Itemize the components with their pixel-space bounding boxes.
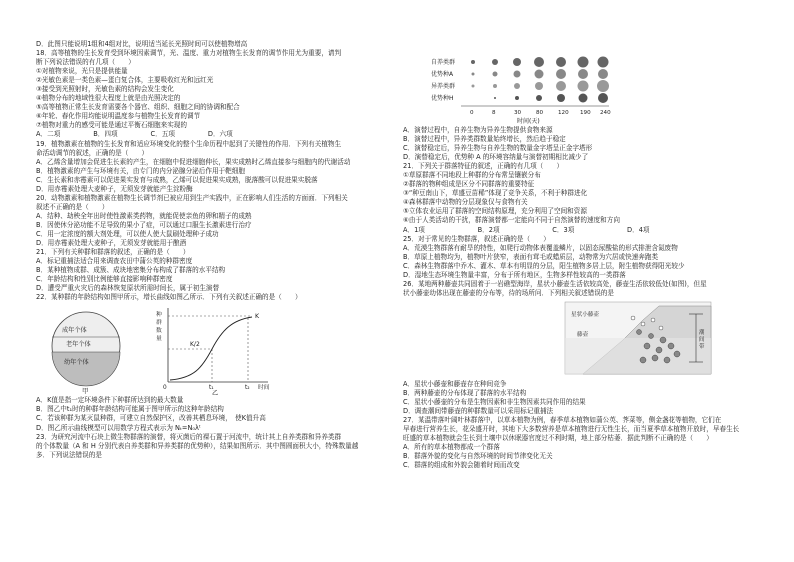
text-line: B．因使休分泌功能不足导致的果小了症，可以通过口服生长激素进行治疗	[36, 220, 252, 229]
barnacle-dot	[664, 357, 670, 363]
bubble	[493, 84, 497, 88]
text-line: 的个体数量（A 和 H 分别代表自养类群和异养类群的优势种），结果如图所示．其中图圆面积大小，特殊数量越	[36, 441, 359, 450]
text-line: C．生长素和赤霉素可以促进果实发育与成熟，乙烯可以促进果实成熟，脱落酸可以促进果实脱落	[36, 175, 318, 184]
text-line: A．结种、劫秧全年出时使性激素类药物，就能促使亲鱼的卵和精子的成熟	[36, 211, 252, 220]
text-line: A．标记重捕法适合用来调查农田中蒲公英的种群密度	[36, 257, 193, 266]
figure-yi	[154, 304, 274, 396]
text-line: B．草原上植物均为，植物叶片狭窄，表面有茸毛或蜡质层，动物常为穴居或快速奔跑类	[403, 252, 659, 261]
label-zone-1: 潮	[699, 329, 705, 336]
text-line: 26．某地两种藤壶共同固着于一岩礁型海岸，星状小藤壶生活依较高处，藤壶生活依较低处(如图)，但星	[403, 279, 707, 288]
bubble-tick-label: 240	[600, 110, 611, 116]
text-line: C．星状小藤壶的分布是生物因素和非生物因素共同作用的结果	[403, 397, 586, 406]
young-section	[52, 352, 120, 386]
bubble	[535, 70, 544, 79]
right-text-block-a	[403, 126, 775, 298]
text-line: A．K值是指一定环境条件下种群所达到的最大数量	[36, 396, 184, 405]
right-text-block-b	[403, 380, 775, 470]
bubble	[515, 96, 519, 100]
barnacle-dot	[649, 333, 654, 338]
label-zone-3: 带	[699, 343, 705, 350]
text-line: ④森林群落中动物的分层现象仅与食物有关	[403, 198, 528, 207]
text-line: ②群落的物种组成是区分不同群落的重要特征	[403, 180, 535, 189]
bubble	[598, 93, 608, 103]
text-line: D．湿地生态环境生物量丰富，分布于所有地区，生物多样性较高的一类群落	[403, 270, 626, 279]
bubble	[534, 57, 544, 67]
text-line: B．群落外貌的变化与自然环境的时间节律变化无关	[403, 452, 553, 461]
bubble-chart	[431, 54, 611, 126]
t2-label: t₂	[245, 385, 250, 392]
text-line: 叙述不正确的是（ ）	[36, 202, 109, 211]
text-line: A．1项 B．2项 C．3项 D．4项	[403, 225, 650, 234]
text-line: 状小藤壶幼体出现在藤壶的分布等，待的场所问．下列相关叙述错误的是	[403, 288, 614, 297]
text-line: B．两种藤壶的分布体现了群落的水平结构	[403, 388, 527, 397]
barnacle-dot	[631, 316, 635, 320]
k-label: K	[255, 313, 260, 321]
text-line: C．演替稳定后，异养生物与自养生物的数量金字塔呈正金字塔形	[403, 144, 593, 153]
label-zone-2: 间	[699, 336, 705, 343]
left-column	[36, 40, 396, 460]
text-line: C．若该种群为某灭鼠种群，可建立自然保护区，改善其栖息环境， 使K值升高	[36, 414, 266, 423]
text-line: D．图乙所示曲线模型可以用数学方程式表示为 Nₜ=N₀λᵗ	[36, 423, 201, 432]
bubble	[598, 57, 609, 68]
text-line: ①草原群落不同地段上种群的分布常呈镶嵌分布	[403, 171, 541, 180]
label-barnacle: 藤壶	[577, 331, 589, 338]
row-label-3: 优势种H	[431, 95, 454, 102]
bubble	[597, 80, 609, 92]
bubble-tick-label: 30	[514, 110, 522, 116]
text-line: 20．动物激素和植物激素在植物生长调节剂已被应用到生产实践中，正在影响人们生活的方面面．下列相关	[36, 193, 348, 202]
barnacle-dot	[656, 347, 662, 353]
text-line: ②光敏色素是一类色素—蛋白复合体，主要吸收红光和远红光	[36, 76, 214, 85]
bubble-tick-label: 0	[470, 110, 474, 116]
text-line: 断下列说法错误的有几项（ ）	[36, 58, 135, 67]
bubble-tick-label: 80	[536, 110, 544, 116]
t1-label: t₁	[209, 385, 214, 392]
bubble-xlabel: 时间(天)	[517, 118, 540, 125]
text-line: 18．高等植物的生长发育受到环境因素调节，光、温度、重力对植物生长发育的调节作用尤为重要，请判	[36, 49, 342, 58]
bubble	[494, 97, 496, 99]
xlabel: 时间	[258, 385, 270, 392]
text-line: 23．为研究河流中石块上微生物群落的演替，将灭菌后的裸石置于河流中，统计其上自养类群和异养类群	[36, 432, 342, 441]
bubble	[598, 69, 608, 79]
bubble	[514, 71, 521, 78]
section-label-adult: 成年个体	[62, 327, 87, 335]
growth-curve	[170, 317, 252, 380]
bubble	[535, 82, 543, 90]
bubble-group	[471, 57, 609, 104]
text-line: 27．某温带落叶阔叶林群落中，以草本植物为例，春季草本植物如蒲公英、荠菜等，侧金盏花等植物，它们在	[403, 416, 722, 425]
text-line: 早春进行营养生长，花朵盛开时，其地下大多数营养是草本植物进行无性生长，而当夏季草本植物开放时，早春生长	[403, 425, 740, 434]
text-line: D．调查潮间带藤壶的种群数量可以采用标记重捕法	[403, 407, 554, 416]
text-line: D．演替稳定后，优势种 A 的环境容纳量与演替初期相比减少了	[403, 153, 589, 162]
text-line: D．用赤霉素处理大麦种子，无须发芽就能用于酿酒	[36, 239, 187, 248]
text-line: A．乙烯含量增加会促进生长素的产生，在细胞中促进细胞伸长，果实成熟时乙烯直接参与细胞内的代谢活动	[36, 157, 351, 166]
barnacle-dot	[674, 351, 680, 357]
text-line: 25．对于常见的生物群落，叙述正确的是（ ）	[403, 234, 550, 243]
left-text-block	[36, 40, 396, 302]
k2-label: K/2	[190, 341, 200, 349]
text-line: ⑦植物对重力的感受可能是通过平衡石细胞来实现的	[36, 121, 187, 130]
text-line: 多．下列说法错误的是	[36, 450, 102, 459]
barnacle-dot	[660, 337, 666, 343]
left-text-block-bottom	[36, 396, 396, 459]
bubble	[492, 59, 498, 65]
row-label-0: 自养类群	[431, 59, 456, 66]
text-line: B．某种植物成群、成簇、成块地密集分布构成了群落的水平结构	[36, 266, 226, 275]
bubble	[513, 58, 521, 66]
ylabel-2: 群	[156, 320, 162, 327]
text-line: 19．植物激素在植物的生长发育和适应环境变化的整个生命历程中起到了关键性的作用．下列有关植物生	[36, 139, 342, 148]
water	[565, 338, 711, 374]
text-line: 旺盛的草本植物就会生长到土壤中以休眠器官度过不利时期，地上部分枯萎．据此判断不正确的是（ ）	[403, 434, 713, 443]
text-line: A．二项 B．四项 C．五项 D．六项	[36, 130, 233, 139]
text-line: 命活动调节的叙述，正确的是（ ）	[36, 148, 149, 157]
text-line: A．星状小藤壶和藤壶存在种间竞争	[403, 379, 507, 388]
ylabel-1: 种	[156, 312, 162, 319]
bubble	[472, 85, 475, 88]
right-column	[403, 54, 775, 470]
label-star: 星状小藤壶	[571, 311, 599, 318]
bubble	[493, 72, 498, 77]
text-line: C．年龄结构和性别比例能够直接影响种群密度	[36, 275, 173, 284]
bubble	[471, 60, 475, 64]
text-line: A．所有的草本植物都成一个群落	[403, 443, 500, 452]
text-line: A．荒漠生物群落有耐旱的特性，如爬行动物体表覆盖鳞片，以固态尿酸盐的形式排泄含氮废物	[403, 243, 678, 252]
text-line: ⑥由于人类活动的干扰，群落演替都一定能向不同于自然演替的速度和方向	[403, 216, 620, 225]
figure-yi-label: 乙	[212, 390, 219, 397]
bubble	[578, 69, 588, 79]
origin-label: 0	[163, 385, 167, 392]
bubble	[578, 57, 589, 68]
row-label-2: 异养类群	[431, 83, 456, 90]
text-line: C．森林生物群落中乔木、灌木、草本有明显的分层，阳生植物多居上层，附生植物获得阳光较少	[403, 261, 685, 270]
row-label-1: 优势种A	[431, 71, 454, 78]
bubble	[536, 95, 542, 101]
barnacle-dot	[640, 357, 646, 363]
barnacle-dot	[668, 343, 674, 349]
text-line: ④植物分布的地域性很大程度上就是由光照决定的	[36, 94, 181, 103]
text-line: B．演替过程中，异养类群数量始终增长，然后趋于稳定	[403, 135, 566, 144]
bubble-tick-label: 190	[580, 110, 591, 116]
barnacle-dot	[644, 343, 650, 349]
text-line: C．群落的组成和外貌会随着时间而改变	[403, 461, 520, 470]
text-line: ⑤高等植物正常生长发育需要各个器官、组织、细胞之间的协调和配合	[36, 103, 240, 112]
barnacle-dot	[652, 355, 658, 361]
figure-tide	[563, 300, 713, 378]
barnacle-dot	[637, 329, 642, 334]
figures-row	[36, 304, 396, 396]
text-line: A．演替过程中，自养生物为异养生物提供食物来源	[403, 126, 553, 134]
section-label-old: 老年个体	[66, 341, 91, 349]
text-line: ③接受到光照射时，光敏色素的结构会发生变化	[36, 85, 174, 94]
bubble	[578, 81, 589, 92]
bubble-tick-label: 8	[492, 110, 496, 116]
ylabel-4: 量	[156, 336, 162, 343]
text-line: B．植物激素的产生与环境有关，由专门的内分泌腺分泌后作用于靶细胞	[36, 166, 245, 175]
text-line: C．用一定浓度的额大剂处理，可以使人使大鼠刷处理种子成功	[36, 229, 219, 238]
section-label-young: 幼年个体	[64, 359, 89, 367]
barnacle-dot	[641, 322, 645, 326]
bubble	[556, 69, 566, 79]
text-line: ①对植物来说，光只是提供能量	[36, 67, 128, 76]
text-line: 21．下列有关种群和群落的叙述，正确的是（ ）	[36, 248, 190, 257]
text-line: D．遭受严重火灾后的森林恢复原状所需时间长，属于初生演替	[36, 284, 220, 293]
bubble	[514, 83, 520, 89]
figure-jia-label: 甲	[82, 387, 89, 396]
text-line: D．此图只能说明1组和4组对比，说明适当延长光照时间可以使植物增高	[36, 40, 248, 48]
bubble	[556, 57, 566, 67]
text-line: ③“种豆南山下，草盛豆苗稀”体现了竞争关系，不利于种群进化	[403, 189, 588, 198]
figure-jia	[36, 304, 146, 396]
bubble	[557, 94, 565, 102]
text-line: D．用赤霉素处理大麦种子，无须发芽就能产生淀粉酶	[36, 184, 193, 193]
barnacle-dot	[659, 326, 663, 330]
barnacle-dot	[651, 318, 655, 322]
bubble	[556, 81, 566, 91]
text-line: 22．某种群的年龄结构如图甲所示，增长曲线如图乙所示．下列有关叙述正确的是（ ）	[36, 293, 302, 302]
text-line: B．图乙中t₁时的种群年龄结构可能属于图甲所示的这种年龄结构	[36, 405, 224, 414]
text-line: ⑥年轮、春化作用均能说明温度参与植物生长发育的调节	[36, 112, 201, 121]
ylabel-3: 数	[156, 328, 162, 335]
text-line: ⑤立体农业运用了群落的空间结构原理，充分利用了空间和资源	[403, 207, 587, 216]
bubble-tick-label: 120	[558, 110, 569, 116]
bubble	[472, 73, 475, 76]
text-line: 21．下列关于群落特征的叙述，正确的有几项（ ）	[403, 162, 564, 171]
bubble	[579, 94, 588, 103]
bubble-ticks	[470, 110, 611, 116]
